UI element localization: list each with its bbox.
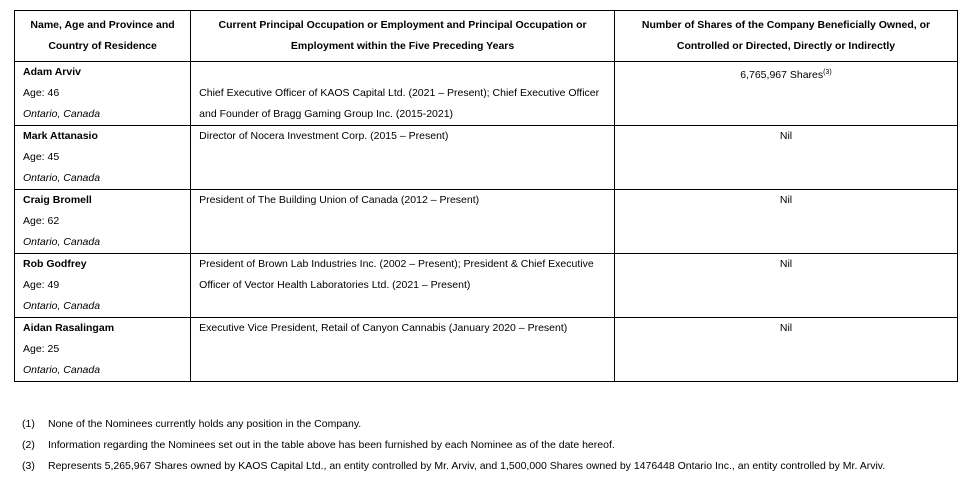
nominee-name: Aidan Rasalingam <box>23 322 115 334</box>
footnote-number: (3) <box>22 460 35 472</box>
header-occupation <box>191 11 615 62</box>
nominee-name: Craig Bromell <box>23 194 92 206</box>
nominee-age: Age: 49 <box>23 279 60 291</box>
nominee-name: Rob Godfrey <box>23 258 87 270</box>
table-row <box>15 126 958 190</box>
footnote <box>22 435 952 456</box>
footnote <box>22 414 952 435</box>
occupation-line: Officer of Vector Health Laboratories Ltd. (2021 – Present) <box>199 279 471 291</box>
footnote <box>22 456 952 477</box>
nominee-cell <box>15 318 191 382</box>
occupation-cell <box>191 254 615 318</box>
shares-cell <box>614 318 957 382</box>
table-row <box>15 62 958 126</box>
nominee-age: Age: 25 <box>23 343 60 355</box>
nominee-name: Adam Arviv <box>23 66 81 78</box>
nominee-province: Ontario, Canada <box>23 300 101 312</box>
footnote-number: (1) <box>22 418 35 430</box>
footnote-number: (2) <box>22 439 35 451</box>
nominee-province: Ontario, Canada <box>23 236 101 248</box>
nominee-cell <box>15 126 191 190</box>
shares-value: Nil <box>779 130 793 142</box>
occupation-cell <box>191 126 615 190</box>
nominees-table <box>14 10 958 382</box>
shares-value: 6,765,967 Shares <box>740 69 824 81</box>
header-line: Country of Residence <box>48 40 157 52</box>
header-shares <box>614 11 957 62</box>
footnote-text: Represents 5,265,967 Shares owned by KAOS Capital Ltd., an entity controlled by Mr. Arviv, and 1,500,000 Shares owned by 1476448 Ontario Inc., an entity controlled by Mr. Arviv. <box>48 460 886 472</box>
table-row <box>15 190 958 254</box>
shares-value: Nil <box>779 258 793 270</box>
table-header-row <box>15 11 958 62</box>
shares-cell <box>614 190 957 254</box>
nominee-cell <box>15 62 191 126</box>
shares-cell <box>614 254 957 318</box>
shares-value: Nil <box>779 194 793 206</box>
header-line: Name, Age and Province and <box>30 19 175 31</box>
nominee-province: Ontario, Canada <box>23 364 101 376</box>
table-row <box>15 318 958 382</box>
occupation-cell <box>191 62 615 126</box>
header-line: Number of Shares of the Company Beneficially Owned, or <box>641 19 931 31</box>
header-line: Controlled or Directed, Directly or Indirectly <box>676 40 896 52</box>
nominee-age: Age: 45 <box>23 151 60 163</box>
nominee-name: Mark Attanasio <box>23 130 98 142</box>
nominee-cell <box>15 254 191 318</box>
occupation-line: President of Brown Lab Industries Inc. (2002 – Present); President & Chief Executive <box>199 258 594 270</box>
occupation-line: Director of Nocera Investment Corp. (2015 – Present) <box>199 130 449 142</box>
nominee-age: Age: 62 <box>23 215 60 227</box>
table-row <box>15 254 958 318</box>
header-line: Current Principal Occupation or Employment and Principal Occupation or <box>218 19 587 31</box>
shares-cell <box>614 126 957 190</box>
footnote-text: Information regarding the Nominees set out in the table above has been furnished by each Nominee as of the date hereof. <box>48 439 615 451</box>
occupation-line: President of The Building Union of Canada (2012 – Present) <box>199 194 480 206</box>
shares-cell <box>614 62 957 126</box>
nominee-age: Age: 46 <box>23 87 60 99</box>
occupation-line: Executive Vice President, Retail of Canyon Cannabis (January 2020 – Present) <box>199 322 568 334</box>
footnotes <box>22 414 952 477</box>
nominee-cell <box>15 190 191 254</box>
nominee-province: Ontario, Canada <box>23 172 101 184</box>
shares-value: Nil <box>779 322 793 334</box>
occupation-line: Chief Executive Officer of KAOS Capital Ltd. (2021 – Present); Chief Executive Officer <box>199 87 600 99</box>
occupation-cell <box>191 190 615 254</box>
nominee-province: Ontario, Canada <box>23 108 101 120</box>
footnote-ref: (3) <box>823 69 832 76</box>
footnote-text: None of the Nominees currently holds any position in the Company. <box>48 418 362 430</box>
header-line: Employment within the Five Preceding Years <box>290 40 515 52</box>
occupation-cell <box>191 318 615 382</box>
header-name-age-province <box>15 11 191 62</box>
occupation-line: and Founder of Bragg Gaming Group Inc. (2015-2021) <box>199 108 454 120</box>
